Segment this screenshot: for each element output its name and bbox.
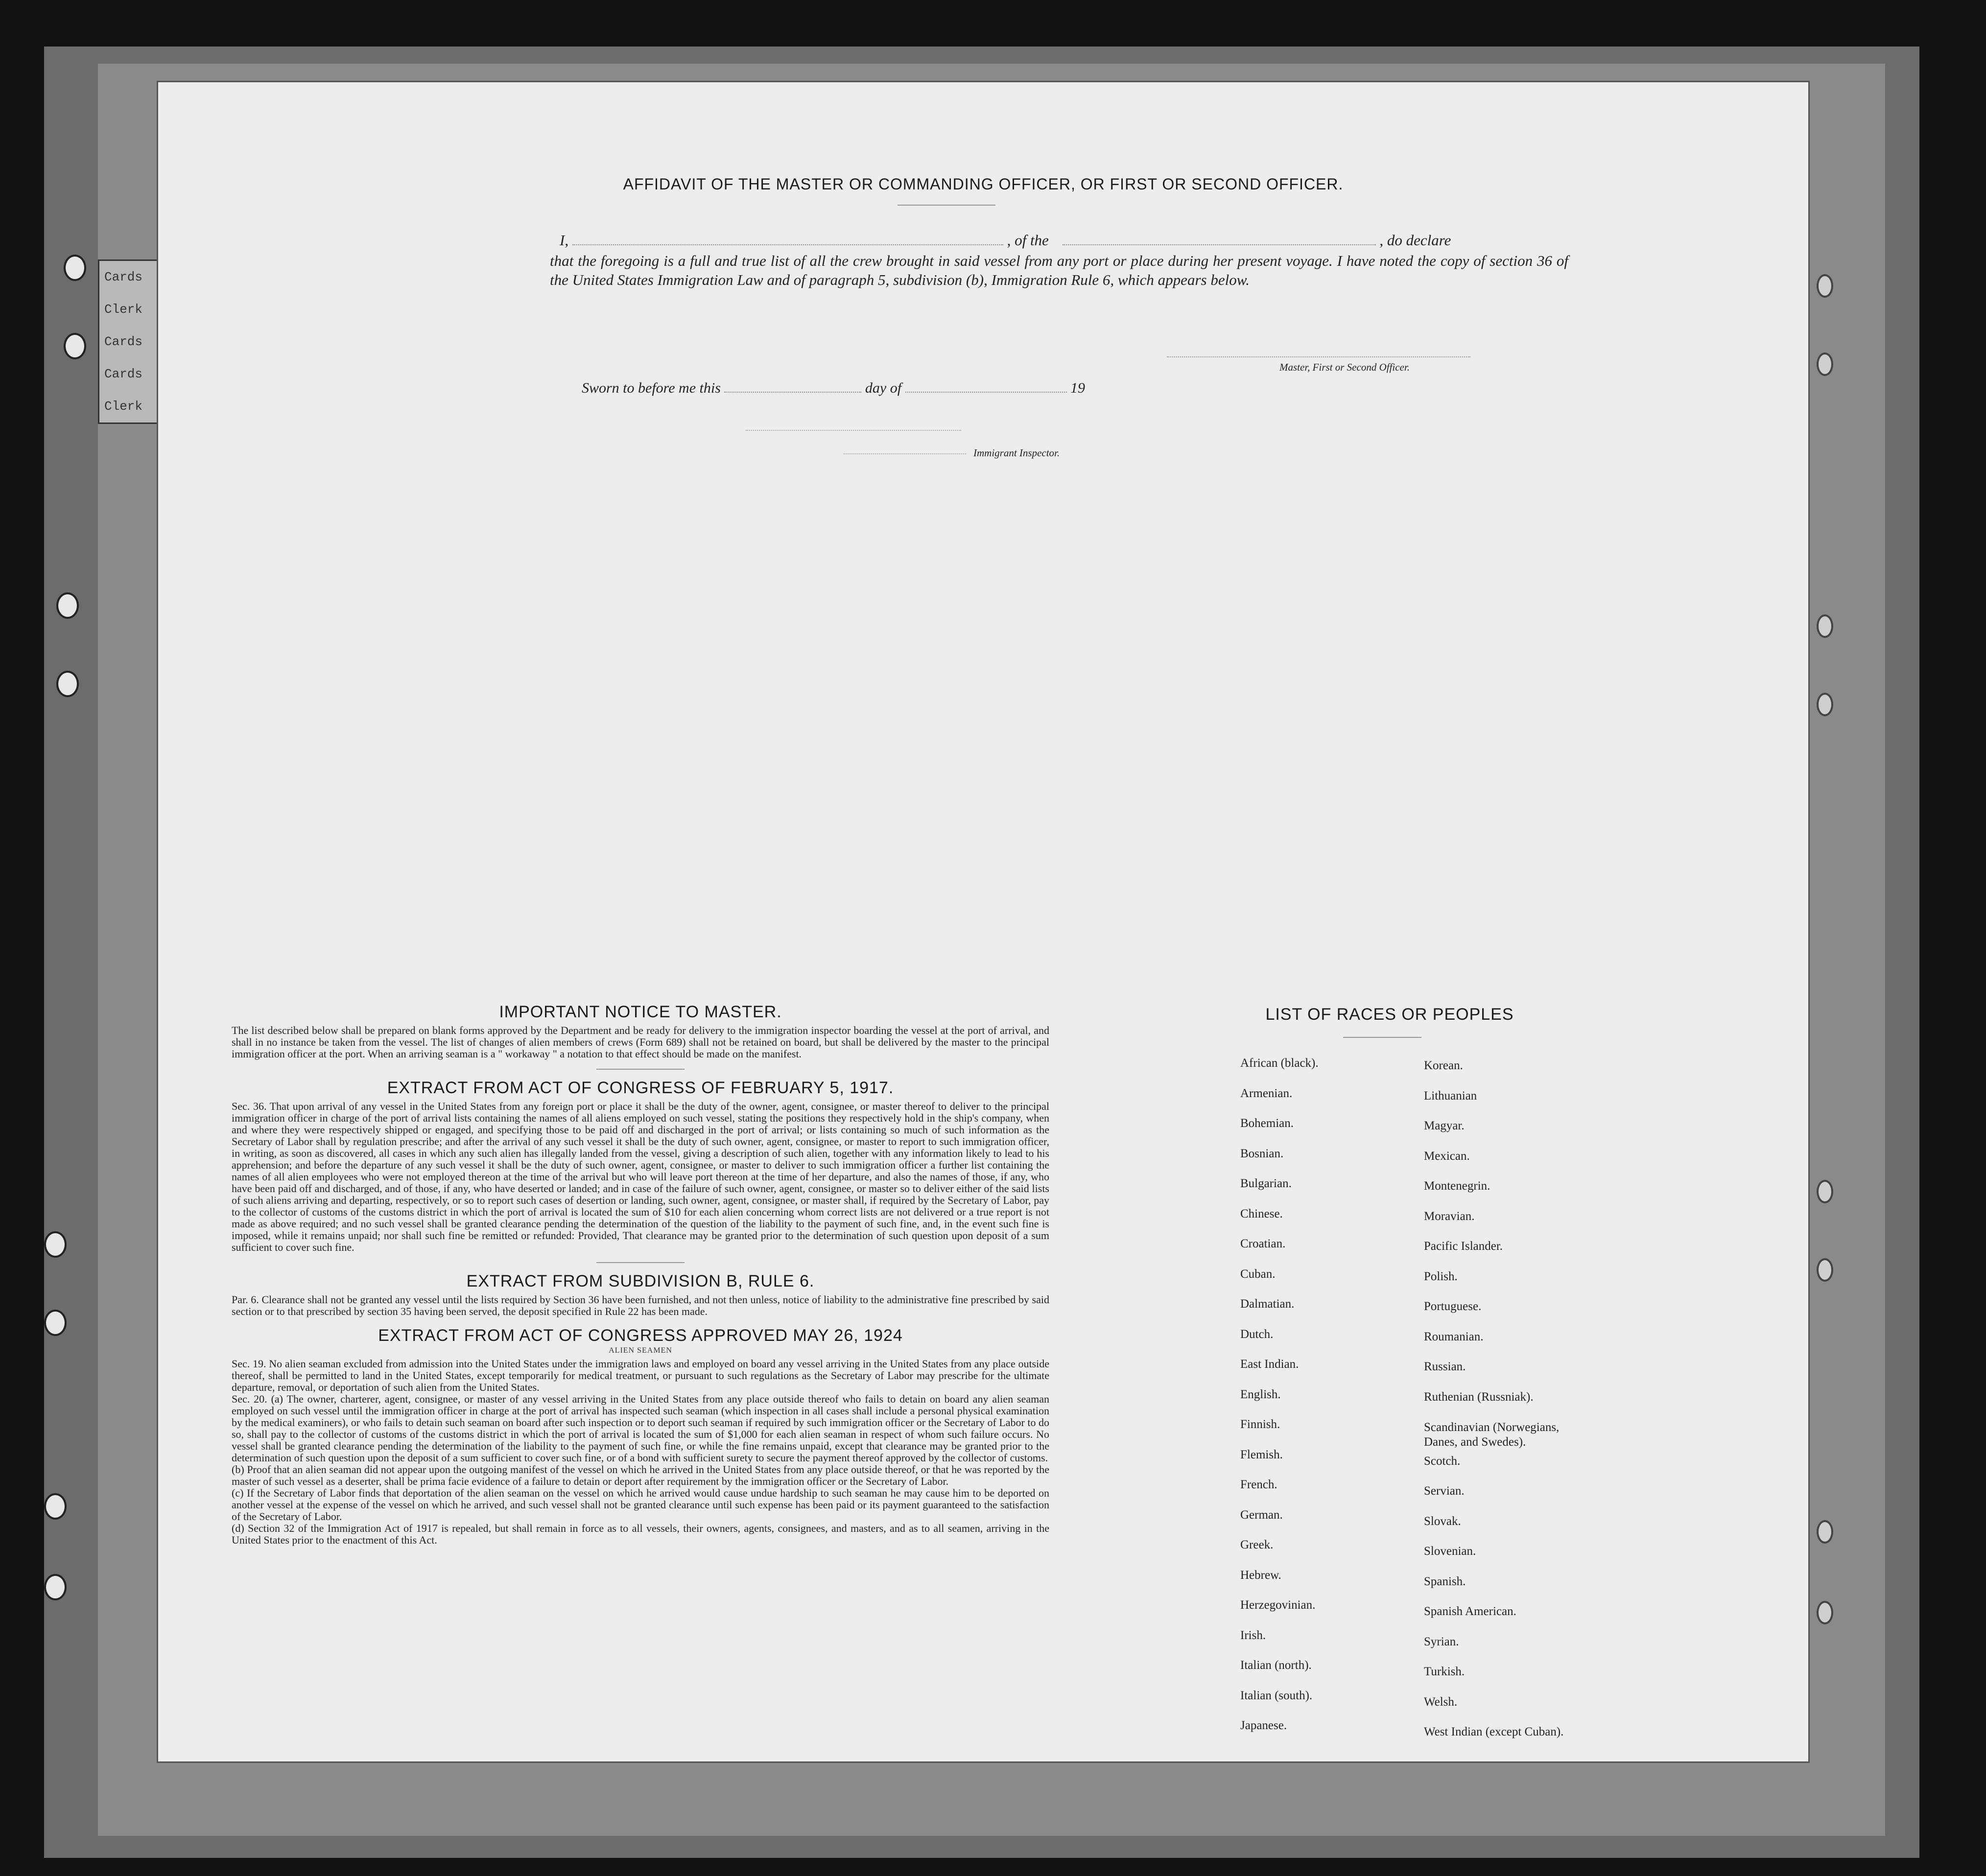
tab-label: Cards xyxy=(104,270,143,284)
binder-hole xyxy=(64,255,86,281)
race-item: East Indian. xyxy=(1240,1358,1299,1371)
binder-hole xyxy=(1817,274,1833,298)
race-item: Croatian. xyxy=(1240,1237,1286,1250)
binder-hole xyxy=(44,1493,67,1520)
tab-label: Clerk xyxy=(104,399,143,414)
race-item: Japanese. xyxy=(1240,1719,1287,1732)
race-item: Dalmatian. xyxy=(1240,1297,1295,1311)
race-item: German. xyxy=(1240,1508,1283,1522)
race-item: Korean. xyxy=(1424,1059,1463,1072)
race-item: Slovenian. xyxy=(1424,1545,1476,1558)
binder-hole xyxy=(1817,1180,1833,1203)
affidavit-title: AFFIDAVIT OF THE MASTER OR COMMANDING OFFICER, OR FIRST OR SECOND OFFICER. xyxy=(623,175,1344,193)
race-item: Irish. xyxy=(1240,1628,1266,1642)
affidavit-i-label: I, xyxy=(560,232,569,249)
race-item: Italian (south). xyxy=(1240,1688,1313,1702)
race-item: Lithuanian xyxy=(1424,1089,1477,1102)
binder-hole xyxy=(56,592,79,619)
race-item: Magyar. xyxy=(1424,1119,1465,1132)
sworn-year-label: 19 xyxy=(1070,380,1086,396)
notice-title: IMPORTANT NOTICE TO MASTER. xyxy=(499,1003,782,1021)
sworn-day-of-label: day of xyxy=(865,380,902,396)
master-signature-label: Master, First or Second Officer. xyxy=(1279,361,1410,373)
extract-1924-sec20a: Sec. 20. (a) The owner, charterer, agent, consignee, or master of any vessel arriving in the United States from any place outside thereof who fails to detain on board any alien seaman employed on such vessel until the immigration officer in charge at the port of arrival has inspected such seaman (which inspection in all cases shall include a personal physical examination by the medical examiners), or who fails to detain such seaman on board after such inspection or to deport such seaman if required by such immigration officer or the Secretary of Labor to do so, shall pay to the collector of customs of the customs district in which the port of arrival is located the sum of $1,000 for each alien seaman in respect of whom such failure occurs. No vessel shall be granted clearance pending the determination of the liability to the payment of such fine, or while the fine remains unpaid, except that clearance may be granted prior to the determination of such question upon the deposit of a sum sufficient to cover such fine, or of a bond with sufficient surety to secure the payment thereof approved by the collector of customs. xyxy=(232,1393,1049,1464)
race-item: Turkish. xyxy=(1424,1665,1465,1678)
extract-1917-text: Sec. 36. That upon arrival of any vessel in the United States from any foreign port or place it shall be the duty of the owner, agent, consignee, or master thereof to deliver to the principal immigration officer in charge of the port of arrival lists containing the names of all aliens employed on such vessel, stating the positions they respectively hold in the ship's company, when and where they were respectively shipped or engaged, and specifying those to be paid off and discharged in the port of arrival; or lists containing so much of such information as the Secretary of Labor shall by regulation prescribe; and after the arrival of any such vessel it shall be the duty of such owner, agent, consignee, or master to report to such immigration officer, in writing, as soon as discovered, all cases in which any such alien has illegally landed from the vessel, giving a description of such alien, together with any information likely to lead to his apprehension; and before the departure of any such vessel it shall be the duty of such owner, agent, consignee, or master to deliver to such immigration officer a further list containing the names of all alien employees who were not employed thereon at the time of the arrival but who will leave port thereon at the time of her departure, and also the names of those, if any, who have been paid off and discharged, and of those, if any, who have deserted or landed; and in case of the failure of such owner, agent, consignee, or master so to deliver either of the said lists of such aliens arriving and departing, respectively, or so to report such cases of desertion or landing, such owner, agent, consignee, or master shall, if required by the Secretary of Labor, pay to the collector of customs of the customs district in which the port of arrival is located the sum of $10 for each alien concerning whom correct lists are not delivered or a true report is not made as above required; and no such vessel shall be granted clearance pending the determination of the question of the liability to the payment of such fine, and, in the event such fine is imposed, while it remains unpaid; nor shall such fine be remitted or refunded: Provided, That clearance may be granted prior to the determination of such question upon deposit of a sum sufficient to cover such fine. xyxy=(232,1100,1049,1253)
race-item: Roumanian. xyxy=(1424,1330,1484,1343)
race-item: Herzegovinian. xyxy=(1240,1598,1316,1612)
race-item: Bohemian. xyxy=(1240,1117,1294,1130)
race-item: Mexican. xyxy=(1424,1149,1470,1163)
extract-1924-sec19: Sec. 19. No alien seaman excluded from admission into the United States under the immigration laws and employed on board any vessel arriving in the United States from any place outside thereof, shall be permitted to land in the United States, except temporarily for medical treatment, or pursuant to such regulations as the Secretary of Labor may prescribe for the ultimate departure, removal, or deportation of such alien from the United States. xyxy=(232,1358,1049,1393)
binder-hole xyxy=(1817,1601,1833,1624)
race-item: Servian. xyxy=(1424,1484,1465,1498)
extract-1924-subtitle: ALIEN SEAMEN xyxy=(609,1346,672,1355)
race-item: Slovak. xyxy=(1424,1514,1461,1528)
extract-rule6-text: Par. 6. Clearance shall not be granted any vessel until the lists required by Section 36 have been furnished, and not then unless, notice of liability to the administrative fine prescribed by said section or to that prescribed by section 35 having been served, the deposit specified in Rule 22 has been made. xyxy=(232,1293,1049,1317)
binder-hole xyxy=(64,333,86,359)
tab-label: Cards xyxy=(104,367,143,381)
race-item: French. xyxy=(1240,1478,1277,1491)
sworn-prefix: Sworn to before me this xyxy=(582,380,721,396)
extract-rule6-title: EXTRACT FROM SUBDIVISION B, RULE 6. xyxy=(466,1272,815,1290)
race-item: Finnish. xyxy=(1240,1418,1280,1431)
race-item: Flemish. xyxy=(1240,1448,1283,1461)
extract-1917-title: EXTRACT FROM ACT OF CONGRESS OF FEBRUARY 5, 1917. xyxy=(387,1079,894,1097)
legal-notices-column xyxy=(232,1003,1049,1546)
inspector-signature-line[interactable] xyxy=(844,453,966,454)
notice-text: The list described below shall be prepared on blank forms approved by the Department and be ready for delivery to the immigration inspector boarding the vessel at the port of arrival, and shall in no instance be taken from the vessel. The list of changes of alien members of crews (Form 689) shall not be retained on board, but shall be delivered by the master to the principal immigration officer at the port. When an arriving seaman is a " workaway " a notation to that effect should be made on the manifest. xyxy=(232,1024,1049,1060)
sworn-month-field[interactable] xyxy=(905,392,1067,393)
race-item: Italian (north). xyxy=(1240,1659,1312,1672)
binder-hole xyxy=(1817,352,1833,376)
race-item: Ruthenian (Russniak). xyxy=(1424,1390,1534,1404)
race-item: Armenian. xyxy=(1240,1086,1293,1100)
race-item: Scotch. xyxy=(1424,1454,1461,1468)
divider xyxy=(898,205,995,206)
race-item: Moravian. xyxy=(1424,1209,1475,1223)
divider xyxy=(1343,1037,1421,1038)
divider xyxy=(596,1262,685,1263)
race-item: Scandinavian (Norwegians, Danes, and Swedes). xyxy=(1424,1421,1560,1449)
inspector-signature-label: Immigrant Inspector. xyxy=(973,447,1060,459)
race-item: Cuban. xyxy=(1240,1267,1276,1281)
race-item: African (black). xyxy=(1240,1056,1319,1070)
race-item: Polish. xyxy=(1424,1269,1458,1283)
tab-label: Cards xyxy=(104,334,143,349)
extract-1924-sec20c: (c) If the Secretary of Labor finds that deportation of the alien seaman on the vessel on which he arrived would cause undue hardship to such seaman he may cause him to be deported on another vessel at the expense of the vessel on which he arrived, and such vessel shall not be granted clearance until such expense has been paid or its payment guaranteed to the satisfaction of the Secretary of Labor. xyxy=(232,1487,1049,1523)
extract-1924-sec20d: (d) Section 32 of the Immigration Act of 1917 is repealed, but shall remain in force as to all vessels, their owners, agents, consignees, and masters, and as to all seamen, arriving in the United States prior to the enactment of this Act. xyxy=(232,1522,1049,1546)
affidavit-declare-label: , do declare xyxy=(1379,232,1451,249)
race-item: Dutch. xyxy=(1240,1327,1274,1341)
binder-hole xyxy=(1817,614,1833,638)
race-item: Hebrew. xyxy=(1240,1568,1281,1582)
binder-hole xyxy=(44,1231,67,1258)
binder-hole xyxy=(56,671,79,697)
vessel-name-field[interactable] xyxy=(1063,244,1376,245)
race-item: Pacific Islander. xyxy=(1424,1240,1503,1253)
binder-hole xyxy=(44,1310,67,1336)
divider xyxy=(596,1069,685,1070)
binder-hole xyxy=(1817,1520,1833,1544)
race-item: Russian. xyxy=(1424,1360,1466,1373)
binder-hole xyxy=(1817,693,1833,716)
race-item: Bulgarian. xyxy=(1240,1177,1292,1190)
binder-hole xyxy=(1817,1258,1833,1282)
race-item: West Indian (except Cuban). xyxy=(1424,1725,1564,1738)
race-item: Spanish American. xyxy=(1424,1605,1516,1618)
officer-name-field[interactable] xyxy=(572,244,1003,245)
affidavit-declaration-line xyxy=(550,232,1661,249)
divider xyxy=(746,430,961,431)
sworn-line xyxy=(582,380,1085,397)
race-item: Greek. xyxy=(1240,1538,1274,1551)
affidavit-of-the-label: , of the xyxy=(1007,232,1049,249)
race-item: English. xyxy=(1240,1387,1281,1401)
race-item: Syrian. xyxy=(1424,1635,1459,1648)
binder-hole xyxy=(44,1574,67,1600)
left-index-tab xyxy=(98,259,160,424)
race-item: Bosnian. xyxy=(1240,1147,1284,1160)
affidavit-body: that the foregoing is a full and true list of all the crew brought in said vessel from any port or place during her present voyage. I have noted the copy of section 36 of the United States Immigration Law and of paragraph 5, subdivision (b), Immigration Rule 6, which appears below. xyxy=(550,252,1568,288)
race-item: Welsh. xyxy=(1424,1695,1458,1709)
tab-label: Clerk xyxy=(104,302,143,317)
extract-1924-sec20b: (b) Proof that an alien seaman did not appear upon the outgoing manifest of the vessel on which he arrived in the United States from any place outside thereof, or that he was reported by the master of such vessel as a deserter, shall be prima facie evidence of a failure to detain or deport after requirement by the immigration officer or the Secretary of Labor. xyxy=(232,1463,1049,1487)
race-item: Spanish. xyxy=(1424,1574,1466,1588)
races-title: LIST OF RACES OR PEOPLES xyxy=(1265,1005,1514,1024)
race-item: Portuguese. xyxy=(1424,1300,1482,1313)
race-item: Montenegrin. xyxy=(1424,1179,1490,1193)
race-item: Chinese. xyxy=(1240,1207,1283,1220)
sworn-day-field[interactable] xyxy=(724,392,861,393)
master-signature-line[interactable] xyxy=(1167,356,1470,357)
form-page xyxy=(157,81,1810,1763)
extract-1924-title: EXTRACT FROM ACT OF CONGRESS APPROVED MAY 26, 1924 xyxy=(378,1326,903,1345)
